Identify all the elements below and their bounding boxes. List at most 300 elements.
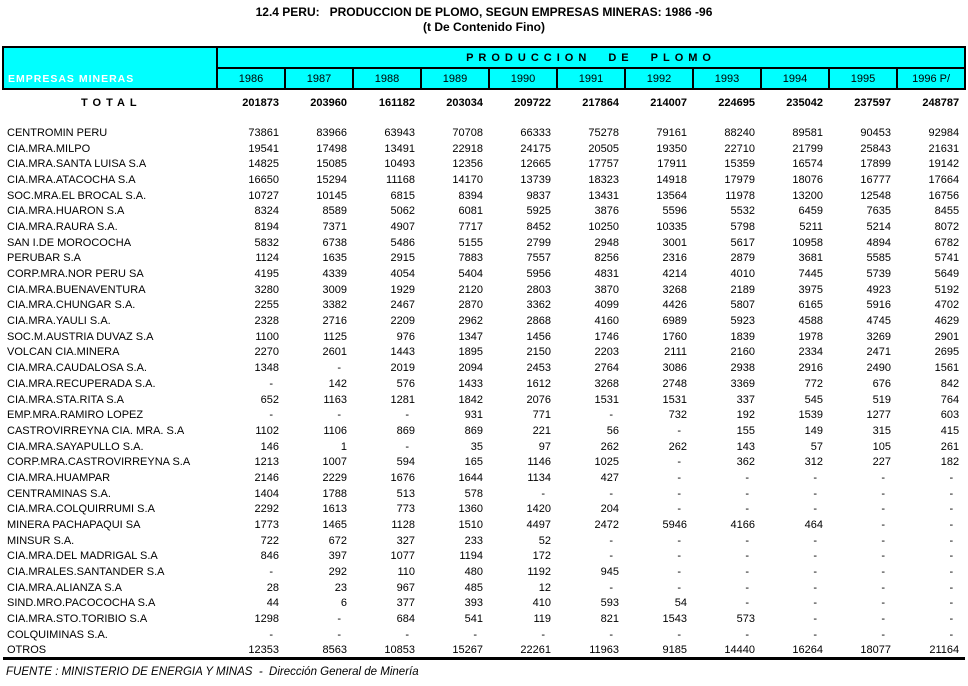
value-cell: 1561 [934, 362, 960, 375]
value-cell: 57 [810, 440, 823, 453]
table-row [3, 313, 965, 329]
value-cell: 315 [872, 424, 891, 437]
value-cell: 8452 [526, 220, 551, 233]
value-cell: 15294 [316, 173, 347, 186]
value-cell: 2901 [934, 330, 960, 343]
value-cell: - [745, 550, 749, 563]
company-name-cell: CIA.MRA.HUARON S.A [7, 205, 125, 218]
value-cell: 7717 [458, 220, 483, 233]
value-cell: 24175 [520, 142, 551, 155]
value-cell: 2948 [594, 236, 619, 249]
value-cell: - [405, 440, 409, 453]
value-cell: 2467 [390, 299, 415, 312]
value-cell: - [745, 503, 749, 516]
value-cell: - [881, 628, 885, 641]
value-cell: 2716 [322, 315, 347, 328]
value-cell: 578 [464, 487, 483, 500]
value-cell: 16756 [928, 189, 960, 202]
value-cell: 172 [532, 550, 551, 563]
value-cell: 931 [464, 409, 483, 422]
value-cell: 2799 [526, 236, 551, 249]
year-header: 1994 [761, 68, 829, 89]
value-cell: - [881, 550, 885, 563]
value-cell: 4629 [934, 315, 960, 328]
value-cell: 594 [396, 456, 415, 469]
total-value-cell: 237597 [854, 97, 891, 109]
company-name-cell: CIA.MRA.STA.RITA S.A [7, 393, 124, 406]
value-cell: 1433 [458, 377, 483, 390]
value-cell: - [609, 534, 613, 547]
value-cell: 869 [464, 424, 483, 437]
value-cell: 1929 [390, 283, 415, 296]
value-cell: 1539 [798, 409, 823, 422]
value-cell: 593 [600, 597, 619, 610]
value-cell: 204 [600, 503, 619, 516]
value-cell: 5798 [730, 220, 755, 233]
value-cell: - [337, 362, 341, 375]
value-cell: 1644 [458, 471, 483, 484]
value-cell: 1194 [459, 550, 483, 563]
value-cell: 4894 [866, 236, 891, 249]
table-row [3, 454, 965, 470]
total-value-cell: 209722 [514, 97, 551, 109]
company-name-cell: SOC.M.AUSTRIA DUVAZ S.A [7, 330, 154, 343]
value-cell: - [609, 581, 613, 594]
table-row [3, 235, 965, 251]
value-cell: 142 [328, 377, 347, 390]
value-cell: 3382 [322, 299, 347, 312]
value-cell: 5923 [730, 315, 755, 328]
value-cell: 18076 [792, 173, 823, 186]
value-cell: 3268 [662, 283, 687, 296]
value-cell: 771 [532, 409, 551, 422]
value-cell: 1510 [458, 519, 483, 532]
value-cell: 17664 [928, 173, 960, 186]
value-cell: 4195 [254, 268, 279, 281]
value-cell: 2076 [526, 393, 551, 406]
value-cell: - [949, 613, 954, 626]
value-cell: - [609, 550, 613, 563]
value-cell: 7445 [798, 268, 823, 281]
value-cell: 44 [266, 597, 279, 610]
value-cell: 10958 [792, 236, 823, 249]
total-value-cell: 217864 [582, 97, 619, 109]
value-cell: 2189 [730, 283, 755, 296]
year-header: 1992 [625, 68, 693, 89]
company-name-cell: MINERA PACHAPAQUI SA [7, 519, 141, 532]
value-cell: - [949, 581, 954, 594]
value-cell: 4054 [390, 268, 415, 281]
value-cell: 1163 [323, 393, 347, 406]
value-cell: 2019 [390, 362, 415, 375]
value-cell: 6 [340, 597, 347, 610]
year-header: 1993 [693, 68, 761, 89]
value-cell: - [337, 409, 341, 422]
value-cell: - [813, 550, 817, 563]
value-cell: - [949, 628, 954, 641]
value-cell: 2879 [730, 252, 755, 265]
value-cell: 3369 [730, 377, 755, 390]
table-row [3, 627, 965, 643]
value-cell: 2868 [526, 315, 551, 328]
page-subtitle: (t De Contenido Fino) [423, 20, 545, 34]
value-cell: 227 [872, 456, 891, 469]
company-name-cell: COLQUIMINAS S.A. [7, 628, 108, 641]
year-header: 1995 [829, 68, 897, 89]
value-cell: 21631 [928, 142, 960, 155]
value-cell: - [541, 487, 545, 500]
value-cell: 16574 [792, 158, 823, 171]
total-value-cell: 235042 [786, 97, 823, 109]
value-cell: 513 [396, 487, 415, 500]
value-cell: 869 [396, 424, 415, 437]
year-header: 1996 P/ [897, 68, 965, 89]
value-cell: 2962 [458, 315, 483, 328]
value-cell: - [881, 519, 885, 532]
value-cell: 54 [674, 597, 687, 610]
value-cell: 4160 [594, 315, 619, 328]
company-name-cell: MINSUR S.A. [7, 534, 75, 547]
value-cell: - [813, 534, 817, 547]
table-row [3, 486, 965, 502]
value-cell: - [949, 487, 954, 500]
value-cell: 13564 [656, 189, 687, 202]
value-cell: 842 [940, 377, 960, 390]
value-cell: - [745, 597, 749, 610]
value-cell: - [813, 613, 817, 626]
value-cell: 1128 [391, 519, 415, 532]
value-cell: - [881, 597, 885, 610]
value-cell: 10853 [384, 643, 415, 656]
value-cell: 5925 [526, 205, 551, 218]
company-name-cell: CENTRAMINAS S.A. [7, 487, 111, 500]
year-header: 1987 [285, 68, 353, 89]
table-row [3, 251, 965, 267]
value-cell: 149 [804, 424, 823, 437]
total-value-cell: 248787 [922, 97, 960, 109]
value-cell: 362 [736, 456, 755, 469]
value-cell: - [473, 628, 477, 641]
value-cell: 19541 [248, 142, 279, 155]
company-name-cell: CIA.MRA.RAURA S.A. [7, 220, 118, 233]
value-cell: - [337, 628, 341, 641]
value-cell: 18077 [860, 643, 891, 656]
value-cell: 8256 [594, 252, 619, 265]
company-name-cell: CIA.MRA.MILPO [7, 142, 91, 155]
value-cell: 8324 [254, 205, 279, 218]
value-cell: 10335 [656, 220, 687, 233]
value-cell: 262 [668, 440, 687, 453]
table-row [3, 423, 965, 439]
value-cell: 17979 [724, 173, 755, 186]
page-title: 12.4 PERU: PRODUCCION DE PLOMO, SEGUN EMPRESAS MINERAS: 1986 -96 [255, 5, 713, 19]
value-cell: 821 [600, 613, 619, 626]
value-cell: - [677, 566, 681, 579]
company-name-cell: SAN I.DE MOROCOCHA [7, 236, 132, 249]
value-cell: 732 [668, 409, 687, 422]
total-value-cell: 201873 [242, 97, 279, 109]
value-cell: 1895 [458, 346, 483, 359]
value-cell: 10493 [384, 158, 415, 171]
value-cell: 377 [396, 597, 415, 610]
table-row [3, 549, 965, 565]
value-cell: - [269, 377, 273, 390]
value-cell: - [609, 409, 613, 422]
value-cell: 73861 [248, 126, 279, 139]
value-cell: 83966 [316, 126, 347, 139]
value-cell: - [745, 487, 749, 500]
value-cell: 221 [532, 424, 551, 437]
value-cell: 2748 [662, 377, 687, 390]
value-cell: 676 [872, 377, 891, 390]
value-cell: 2803 [526, 283, 551, 296]
production-table-wrap [2, 46, 966, 660]
table-row [3, 298, 965, 314]
value-cell: 1613 [322, 503, 347, 516]
table-row [3, 172, 965, 188]
value-cell: - [881, 471, 885, 484]
table-row [3, 219, 965, 235]
value-cell: 12353 [248, 643, 279, 656]
value-cell: 261 [940, 440, 960, 453]
value-cell: - [745, 534, 749, 547]
value-cell: - [677, 628, 681, 641]
value-cell: 110 [397, 566, 415, 579]
value-cell: - [677, 550, 681, 563]
value-cell: 3269 [866, 330, 891, 343]
total-value-cell: 214007 [650, 97, 687, 109]
value-cell: 3876 [594, 205, 619, 218]
value-cell: 70708 [452, 126, 483, 139]
value-cell: 22710 [724, 142, 755, 155]
value-cell: 1347 [458, 330, 483, 343]
value-cell: - [677, 534, 681, 547]
value-cell: 5155 [458, 236, 483, 249]
value-cell: 2915 [390, 252, 415, 265]
value-cell: 8563 [322, 643, 347, 656]
value-cell: 292 [328, 566, 347, 579]
value-cell: - [745, 628, 749, 641]
value-cell: 1635 [322, 252, 347, 265]
table-row [3, 533, 965, 549]
value-cell: - [541, 628, 545, 641]
value-cell: 410 [532, 597, 551, 610]
value-cell: 21799 [792, 142, 823, 155]
value-cell: 5617 [730, 236, 755, 249]
value-cell: - [813, 597, 817, 610]
value-cell: 772 [804, 377, 823, 390]
value-cell: 1465 [322, 519, 347, 532]
total-value-cell: 224695 [718, 97, 755, 109]
value-cell: 327 [396, 534, 415, 547]
total-value-cell: 203034 [446, 97, 483, 109]
value-cell: 764 [940, 393, 960, 406]
value-cell: 6815 [390, 189, 415, 202]
value-cell: 12665 [520, 158, 551, 171]
value-cell: 262 [600, 440, 619, 453]
value-cell: 5486 [390, 236, 415, 249]
value-cell: 15267 [452, 643, 483, 656]
company-name-cell: CIA.MRA.DEL MADRIGAL S.A [7, 550, 158, 563]
value-cell: 1612 [526, 377, 551, 390]
value-cell: 5211 [799, 220, 823, 233]
value-cell: 4702 [934, 299, 960, 312]
value-cell: 9837 [526, 189, 551, 202]
value-cell: 5404 [458, 268, 483, 281]
value-cell: 4010 [730, 268, 755, 281]
value-cell: - [677, 503, 681, 516]
value-cell: 6459 [798, 205, 823, 218]
value-cell: 3268 [594, 377, 619, 390]
value-cell: - [677, 424, 681, 437]
value-cell: 4923 [866, 283, 891, 296]
value-cell: 7883 [458, 252, 483, 265]
value-cell: 21164 [929, 643, 960, 656]
value-cell: 1192 [527, 566, 551, 579]
value-cell: 7371 [322, 220, 347, 233]
value-cell: - [609, 487, 613, 500]
value-cell: 5739 [866, 268, 891, 281]
company-name-cell: CIA.MRA.STO.TORIBIO S.A [7, 613, 148, 626]
value-cell: 464 [804, 519, 823, 532]
year-header: 1988 [353, 68, 421, 89]
value-cell: 14440 [724, 643, 755, 656]
table-row [3, 345, 965, 361]
value-cell: 15359 [724, 158, 755, 171]
table-row [3, 188, 965, 204]
value-cell: 773 [396, 503, 415, 516]
value-cell: - [677, 471, 681, 484]
value-cell: 1134 [527, 471, 551, 484]
value-cell: 146 [260, 440, 279, 453]
value-cell: - [881, 613, 885, 626]
value-cell: 5649 [934, 268, 960, 281]
value-cell: - [949, 471, 954, 484]
value-cell: 1773 [254, 519, 279, 532]
table-row [3, 470, 965, 486]
value-cell: 2601 [322, 346, 347, 359]
value-cell: 684 [396, 613, 415, 626]
value-cell: 28 [266, 581, 279, 594]
value-cell: 90453 [860, 126, 891, 139]
total-value-cell: 203960 [310, 97, 347, 109]
value-cell: - [949, 566, 954, 579]
value-cell: 13739 [520, 173, 551, 186]
value-cell: 20505 [588, 142, 619, 155]
company-name-cell: CIA.MRA.ALIANZA S.A [7, 581, 122, 594]
year-header: 1991 [557, 68, 625, 89]
table-row [3, 643, 965, 659]
value-cell: 4907 [390, 220, 415, 233]
value-cell: 2334 [798, 346, 823, 359]
value-cell: 4497 [526, 519, 551, 532]
value-cell: 1443 [390, 346, 415, 359]
table-row [3, 156, 965, 172]
value-cell: 10145 [316, 189, 347, 202]
produccion-de-plomo-header: PRODUCCION DE PLOMO [217, 47, 965, 68]
value-cell: 3362 [526, 299, 551, 312]
value-cell: 1348 [254, 362, 279, 375]
value-cell: 1531 [662, 393, 687, 406]
value-cell: 1077 [390, 550, 415, 563]
value-cell: 22918 [452, 142, 483, 155]
value-cell: 15085 [316, 158, 347, 171]
value-cell: 1842 [458, 393, 483, 406]
value-cell: 8072 [934, 220, 960, 233]
value-cell: 6782 [934, 236, 960, 249]
value-cell: 1531 [594, 393, 619, 406]
value-cell: 1102 [255, 424, 279, 437]
value-cell: 8394 [458, 189, 483, 202]
value-cell: 17911 [657, 158, 687, 171]
value-cell: - [881, 581, 885, 594]
value-cell: 5916 [866, 299, 891, 312]
value-cell: 1 [340, 440, 347, 453]
value-cell: 5946 [662, 519, 687, 532]
value-cell: 89581 [792, 126, 823, 139]
value-cell: 19142 [928, 158, 960, 171]
value-cell: - [813, 581, 817, 594]
value-cell: 18323 [588, 173, 619, 186]
value-cell: 945 [600, 566, 619, 579]
table-row [3, 502, 965, 518]
table-row [3, 392, 965, 408]
value-cell: 11978 [725, 189, 755, 202]
value-cell: 1746 [594, 330, 619, 343]
value-cell: 10727 [248, 189, 279, 202]
value-cell: 6738 [322, 236, 347, 249]
value-cell: 1404 [254, 487, 279, 500]
value-cell: 652 [260, 393, 279, 406]
value-cell: 22261 [520, 643, 551, 656]
value-cell: 66333 [520, 126, 551, 139]
value-cell: 312 [804, 456, 823, 469]
value-cell: 2472 [594, 519, 619, 532]
value-cell: 2938 [730, 362, 755, 375]
year-header: 1986 [217, 68, 285, 89]
value-cell: 1025 [594, 456, 619, 469]
group-header-row [3, 47, 965, 68]
table-row [3, 360, 965, 376]
value-cell: 2316 [662, 252, 687, 265]
total-row [3, 89, 965, 113]
value-cell: 75278 [588, 126, 619, 139]
value-cell: - [269, 628, 273, 641]
value-cell: 4339 [322, 268, 347, 281]
value-cell: 1760 [662, 330, 687, 343]
value-cell: 3009 [322, 283, 347, 296]
value-cell: 4099 [594, 299, 619, 312]
value-cell: 119 [533, 613, 551, 626]
value-cell: 17899 [860, 158, 891, 171]
value-cell: 97 [538, 440, 551, 453]
value-cell: 4745 [866, 315, 891, 328]
value-cell: 2150 [526, 346, 551, 359]
value-cell: 1124 [255, 252, 279, 265]
value-cell: - [813, 471, 817, 484]
value-cell: 2471 [866, 346, 891, 359]
value-cell: 1543 [662, 613, 687, 626]
value-cell: 5585 [866, 252, 891, 265]
value-cell: 25843 [860, 142, 891, 155]
value-cell: 2160 [730, 346, 755, 359]
value-cell: 8589 [322, 205, 347, 218]
value-cell: 1106 [323, 424, 347, 437]
total-label: TOTAL [81, 97, 142, 109]
value-cell: - [881, 534, 885, 547]
value-cell: 6081 [458, 205, 483, 218]
value-cell: 165 [464, 456, 483, 469]
